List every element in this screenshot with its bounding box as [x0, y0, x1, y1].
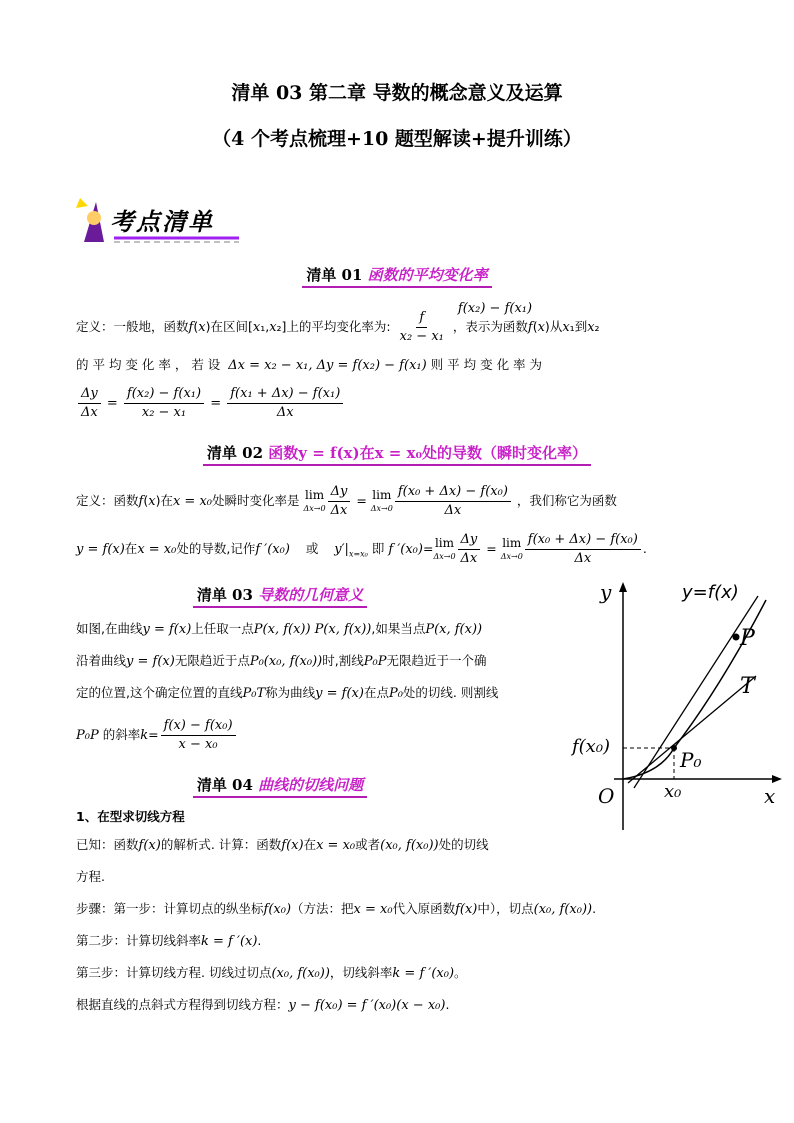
point-t-label: T [740, 674, 755, 699]
s3-line-3: 定的位置,这个确定位置的直线P₀T称为曲线y = f(x)在点P₀处的切线. 则割线 [76, 685, 499, 701]
curve-label: y=f(x) [682, 582, 739, 603]
tangent-diagram [570, 578, 784, 834]
avg-rate-numerator: f(x₂) − f(x₁) [448, 301, 542, 316]
point-p-label: P [740, 626, 755, 651]
avg-rate-formula: $\frac{\Delta y}{\Delta x}$ = $\frac{\text{f(x₂) − f(x₁)}}{\text{x₂ − x₁}}$ = $\frac{\text{f(x₁ + Δx) − f(x₁)}}{\Delta x}$ [76, 386, 345, 421]
s4-heading: 1、在型求切线方程 [76, 809, 185, 824]
y-axis-arrow-icon [619, 582, 627, 592]
s3-line-2: 沿着曲线y = f(x)无限趋近于点P₀(x₀, f(x₀))时,割线P₀P无限趋近于一个确 [76, 653, 487, 669]
section-banner [74, 196, 244, 248]
section-heading-03: 清单 03 导数的几何意义 [0, 584, 560, 608]
banner-label: 考点清单 [110, 207, 214, 236]
s4-line-6: 根据直线的点斜式方程得到切线方程：y − f(x₀) = f ′(x₀)(x − x₀). [76, 997, 450, 1013]
s4-line-5: 第三步：计算切线方程. 切线过切点(x₀, f(x₀))，切线斜率k = f ′(x₀)。 [76, 965, 467, 981]
s3-line-4: P₀P 的斜率k= $\frac{\text{f(x) − f(x₀)}}{\text{x − x₀}}$ [76, 718, 566, 753]
s4-line-1: 已知：函数f(x)的解析式. 计算：函数f(x)在x = x₀或者(x₀, f(x₀))处的切线 [76, 837, 489, 853]
s4-line-4: 第二步：计算切线斜率k = f ′(x). [76, 933, 262, 949]
x-axis-arrow-icon [772, 775, 782, 783]
origin-label: O [598, 784, 615, 808]
s1-paragraph-2: 的 平 均 变 化 率 ， 若 设 Δx = x₂ − x₁, Δy = f(x₂) − f(x₁) 则 平 均 变 化 率 为 [76, 357, 543, 373]
y-axis-label: y [600, 580, 612, 604]
s3-line-1: 如图,在曲线y = f(x)上任取一点P(x, f(x)) P(x, f(x)),如果当点P(x, f(x)) [76, 621, 483, 637]
s4-line-2: 方程. [76, 869, 105, 884]
s4-line-3: 步骤：第一步：计算切点的纵坐标f(x₀)（方法：把x = x₀代入原函数f(x)中），切点(x₀, f(x₀)). [76, 901, 597, 917]
x0-label: x₀ [664, 781, 682, 802]
point-p0-dot [671, 745, 677, 751]
section-heading-02: 清单 02 函数y = f(x)在x = x₀处的导数（瞬时变化率） [0, 442, 794, 466]
s2-paragraph-1: 定义：函数f(x)在x = x₀处瞬时变化率是 lim Δx→0 $\frac{\Delta y}{\Delta x}$ = lim Δx→0 $\frac{\text{f(x₀ + Δx) − f(x₀)}}{\Delta x}$ ，我们称它为函数 [76, 484, 617, 518]
point-p-dot [733, 634, 740, 641]
section-heading-01: 清单 01 函数的平均变化率 [0, 264, 794, 288]
page-title: 清单 03 第二章 导数的概念意义及运算 [231, 82, 563, 104]
section-heading-04: 清单 04 曲线的切线问题 [0, 774, 560, 798]
x-axis-label: x [764, 784, 776, 808]
fx0-label: f(x₀) [572, 736, 611, 757]
s2-paragraph-2: y = f(x)在x = x₀处的导数,记作f ′(x₀) 或 $y'|_{x=x_0}$ 即 f ′(x₀)= lim Δx→0 $\frac{\Delta y}{\Delta x}$ = lim Δx→0 $\frac{\text{f(x₀ + Δx) − f(x₀)}}{\Delta x}$ . [76, 532, 647, 566]
page-subtitle: （4 个考点梳理+10 题型解读+提升训练） [212, 128, 582, 150]
point-p0-label: P₀ [680, 748, 702, 772]
s1-paragraph-1: 定义：一般地，函数f(x)在区间[x₁,x₂]上的平均变化率为: $\frac{f}{\text{x₂ − x₁}}$ ，表示为函数f(x)从x₁到x₂ [76, 310, 600, 344]
